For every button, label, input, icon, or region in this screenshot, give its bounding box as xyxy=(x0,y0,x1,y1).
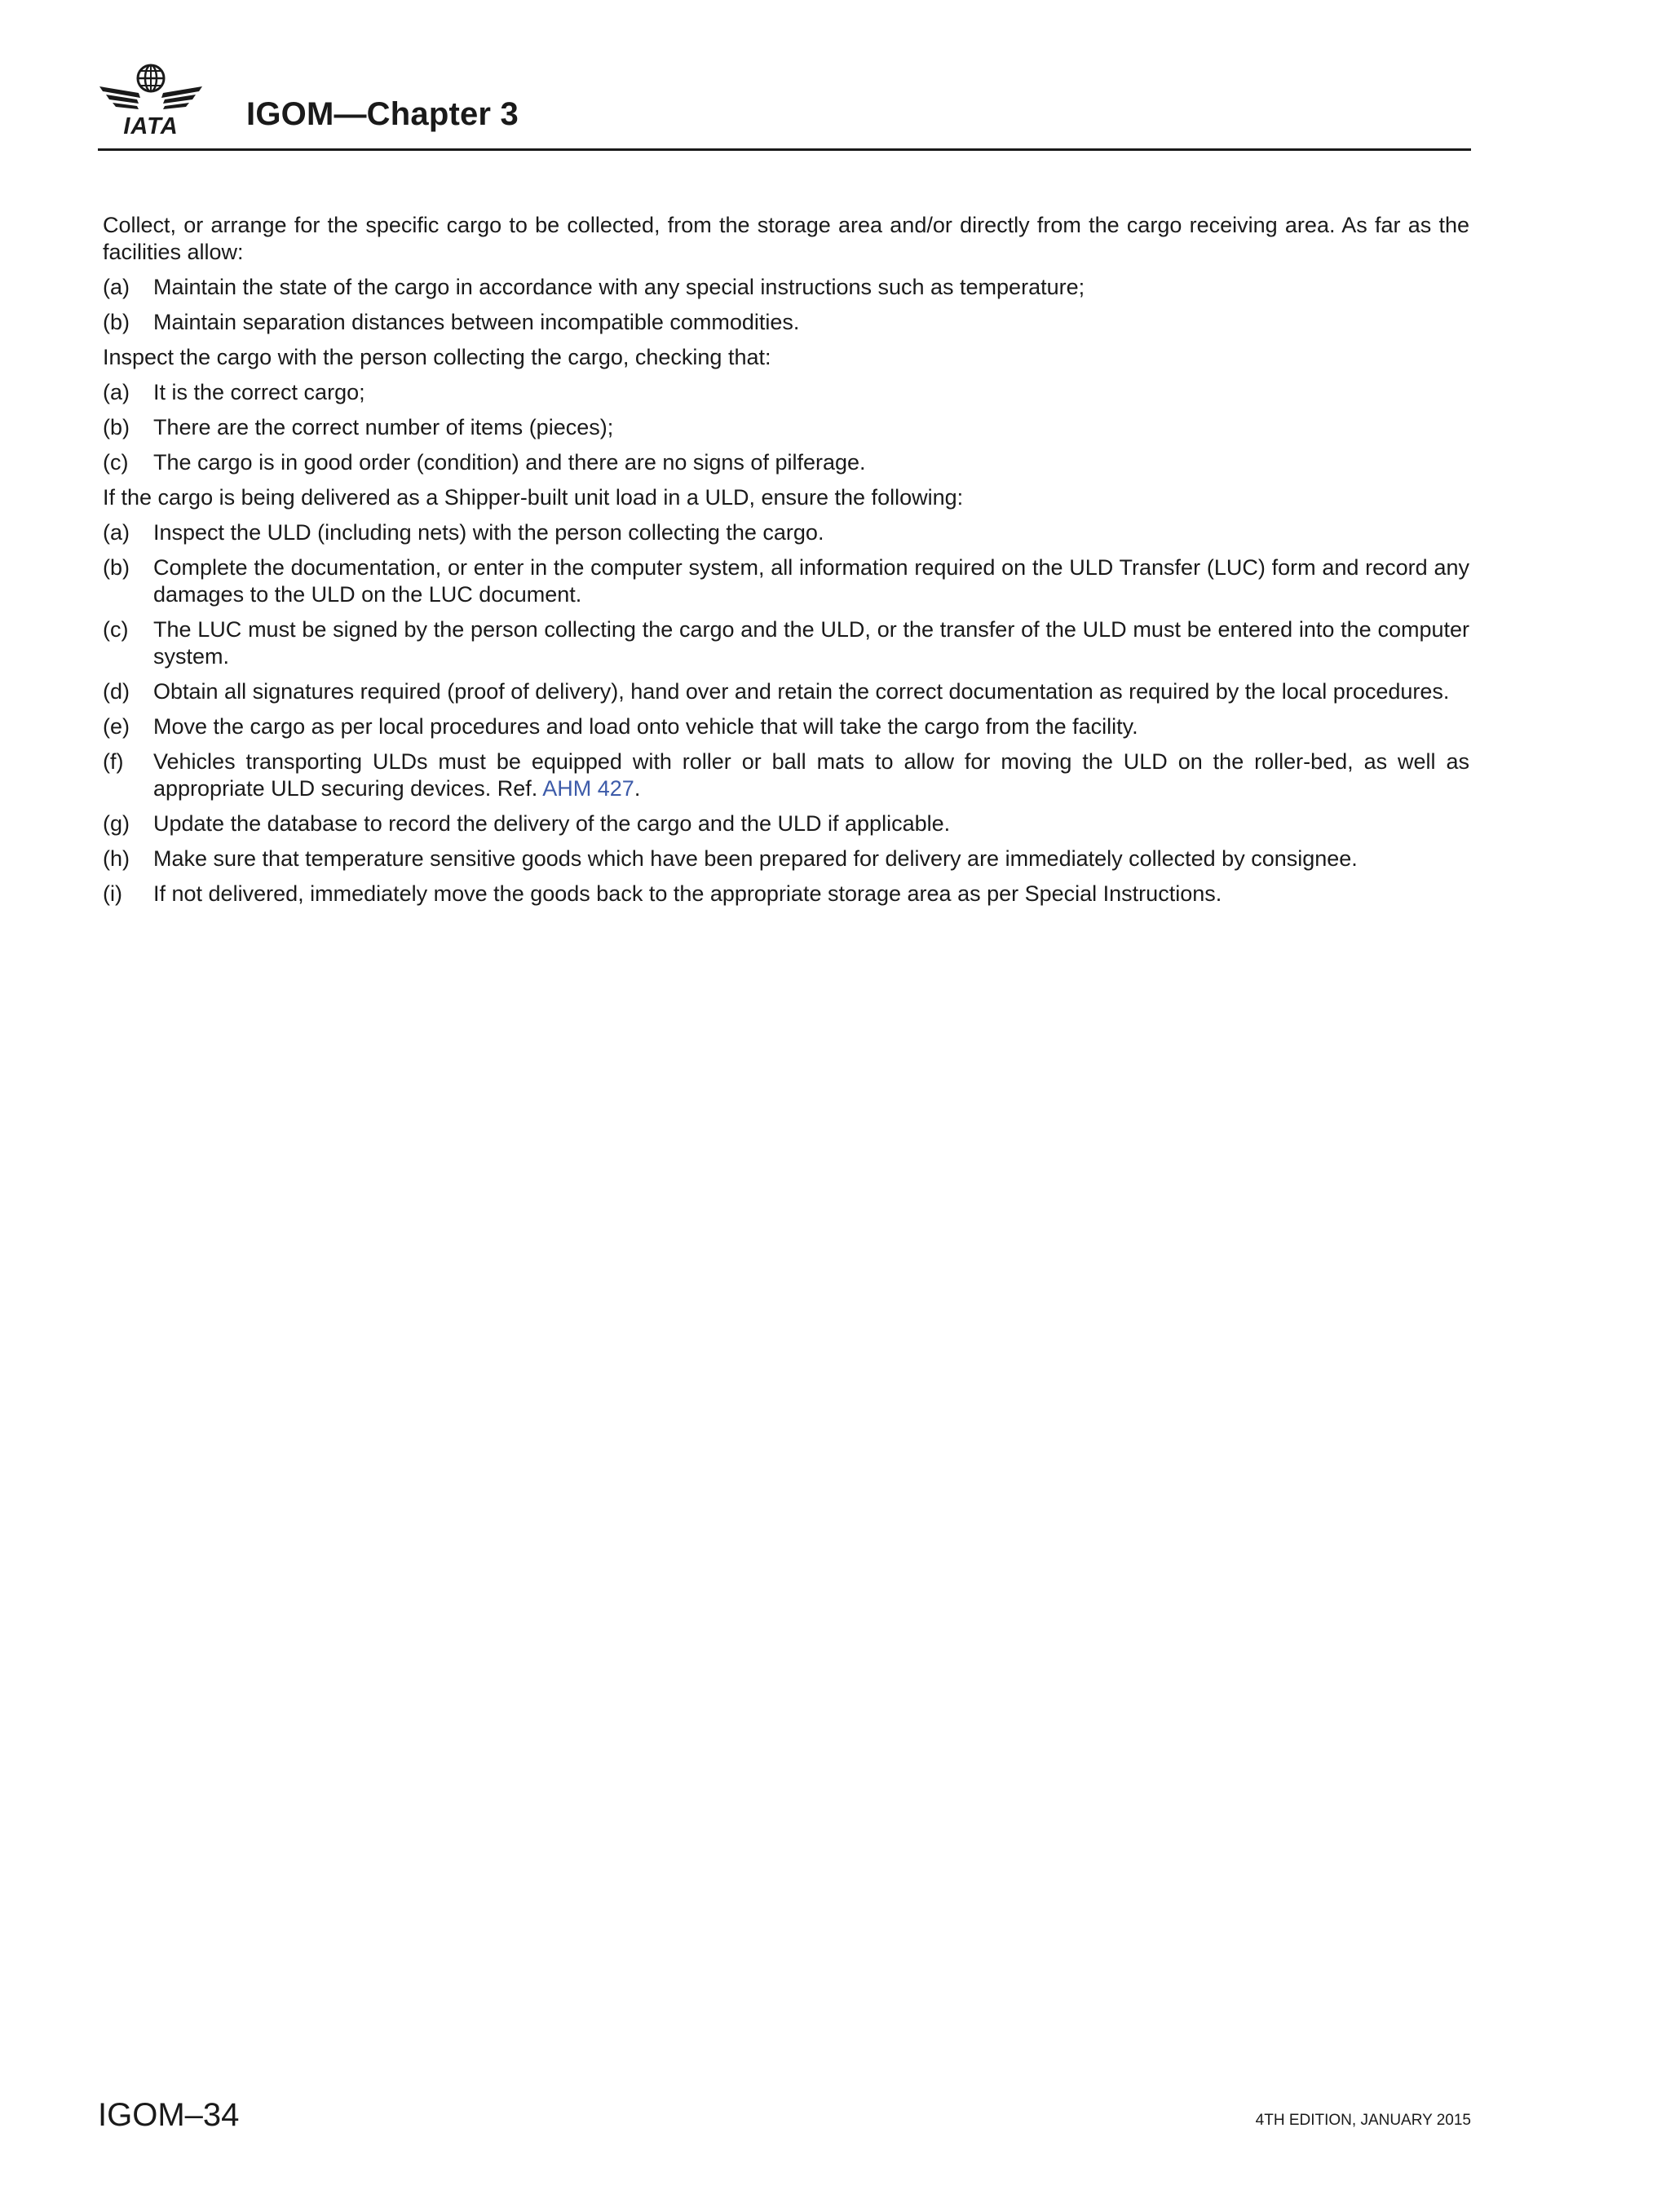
list-item-label: (h) xyxy=(103,846,130,871)
document-body xyxy=(103,212,1469,916)
list-item-text: If not delivered, immediately move the goods back to the appropriate storage area as per Special Instructions. xyxy=(153,881,1222,906)
list-item-text: Make sure that temperature sensitive goods which have been prepared for delivery are immediately collected by consignee. xyxy=(153,846,1358,871)
logo-text: IATA xyxy=(123,113,179,137)
list-item-text: It is the correct cargo; xyxy=(153,380,365,404)
list-item xyxy=(103,379,1469,406)
list-item xyxy=(103,309,1469,336)
list-item-text: The cargo is in good order (condition) and there are no signs of pilferage. xyxy=(153,450,866,475)
list-item xyxy=(103,616,1469,670)
list-item-label: (a) xyxy=(103,275,130,299)
list-item-label: (a) xyxy=(103,520,130,545)
list-item-label: (a) xyxy=(103,380,130,404)
list-item-label: (b) xyxy=(103,310,130,334)
list-item-text: Move the cargo as per local procedures and load onto vehicle that will take the cargo from the facility. xyxy=(153,714,1138,739)
list-item-text-part: Vehicles transporting ULDs must be equipped with roller or ball mats to allow for moving the ULD on the roller-bed, as well as appropriate ULD securing devices. Ref. xyxy=(153,749,1469,801)
list-item xyxy=(103,748,1469,802)
list-item-text: Obtain all signatures required (proof of delivery), hand over and retain the correct documentation as required by the local procedures. xyxy=(153,679,1450,704)
list-item xyxy=(103,713,1469,740)
list-item-label: (c) xyxy=(103,450,129,475)
list-item-text: Maintain separation distances between incompatible commodities. xyxy=(153,310,800,334)
list-item-text: Complete the documentation, or enter in the computer system, all information required on the ULD Transfer (LUC) form and record any damages to the ULD on the LUC document. xyxy=(153,555,1469,607)
chapter-title: IGOM—Chapter 3 xyxy=(246,96,519,132)
list-item-text xyxy=(153,748,1469,802)
list-item xyxy=(103,519,1469,546)
page-number: IGOM–34 xyxy=(98,2097,240,2133)
list-item xyxy=(103,414,1469,441)
iata-logo xyxy=(98,62,204,137)
list-item xyxy=(103,554,1469,608)
list-item-text: Update the database to record the delivery of the cargo and the ULD if applicable. xyxy=(153,811,951,836)
list-item xyxy=(103,274,1469,301)
intro-paragraph: Collect, or arrange for the specific cargo to be collected, from the storage area and/or directly from the cargo receiving area. As far as the facilities allow: xyxy=(103,213,1469,264)
ahm-427-link[interactable]: AHM 427 xyxy=(542,776,634,801)
list-item-text: There are the correct number of items (pieces); xyxy=(153,415,614,439)
list-item-text: Inspect the ULD (including nets) with the person collecting the cargo. xyxy=(153,520,824,545)
list-item-label: (b) xyxy=(103,555,130,580)
list-item-label: (b) xyxy=(103,415,130,439)
list-item-text-suffix: . xyxy=(634,776,641,801)
list-item xyxy=(103,846,1469,872)
inspect-paragraph: Inspect the cargo with the person collecting the cargo, checking that: xyxy=(103,345,771,369)
list-item-label: (g) xyxy=(103,811,130,836)
list-item xyxy=(103,810,1469,837)
list-item xyxy=(103,678,1469,705)
list-item-label: (e) xyxy=(103,714,130,739)
list-item-label: (i) xyxy=(103,881,122,906)
page-header xyxy=(98,62,1471,151)
list-item-label: (c) xyxy=(103,617,129,642)
list-item xyxy=(103,449,1469,476)
list-item-text: The LUC must be signed by the person collecting the cargo and the ULD, or the transfer of the ULD must be entered into the computer system. xyxy=(153,617,1469,669)
list-item-text: Maintain the state of the cargo in accordance with any special instructions such as temperature; xyxy=(153,275,1085,299)
uld-paragraph: If the cargo is being delivered as a Shipper-built unit load in a ULD, ensure the following: xyxy=(103,485,964,510)
list-item xyxy=(103,881,1469,907)
edition-label: 4TH EDITION, JANUARY 2015 xyxy=(1255,2112,1471,2129)
list-item-label: (f) xyxy=(103,749,124,774)
list-item-label: (d) xyxy=(103,679,130,704)
